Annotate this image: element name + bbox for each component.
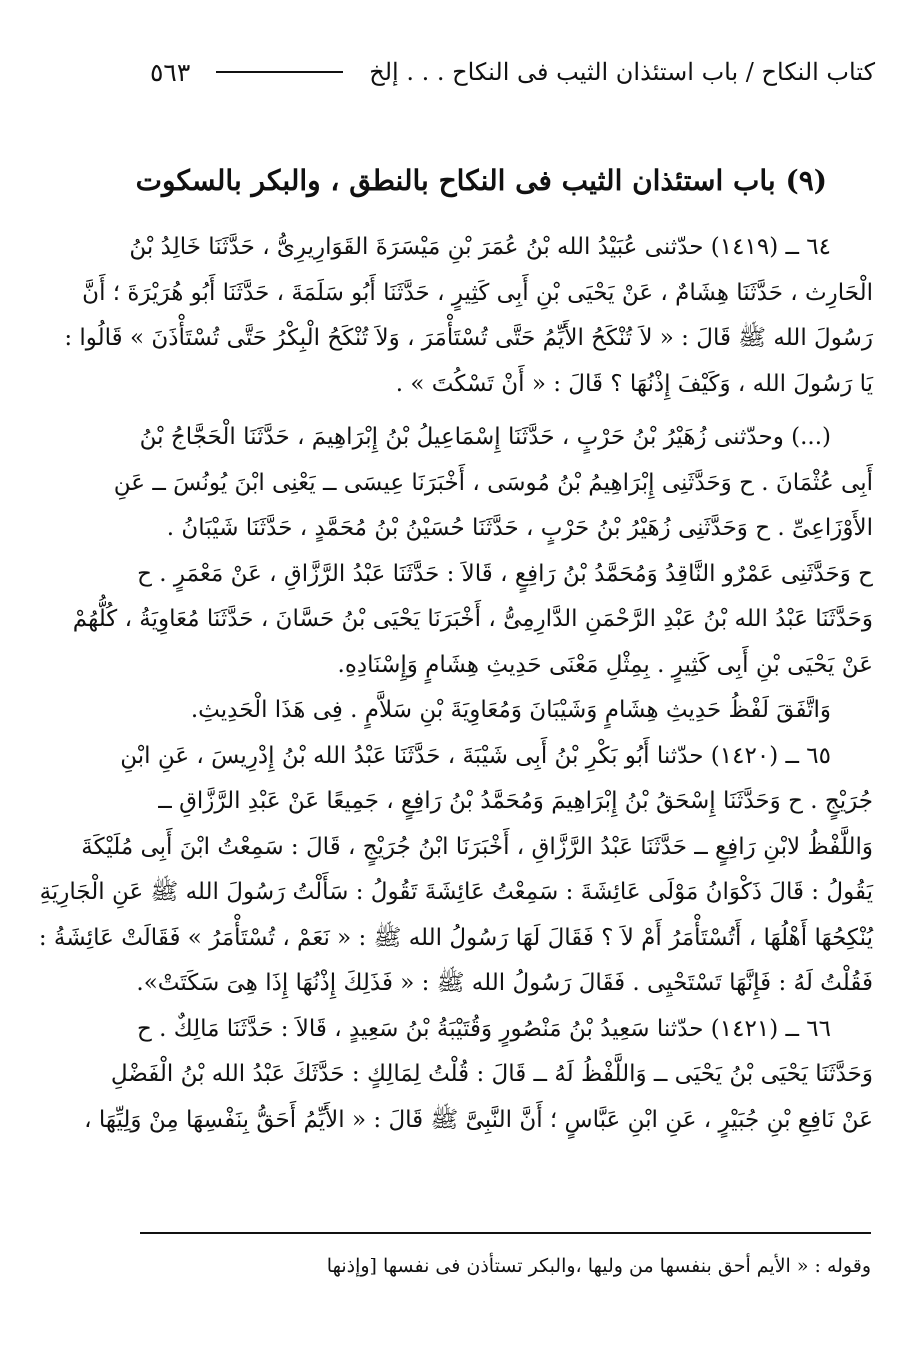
text-line: رَسُولَ الله ﷺ قَالَ : « لاَ تُنْكَحُ الأَيِّمُ حَتَّى تُسْتَأْمَرَ ، وَلاَ تُنْكَحُ الْبِكْرُ حَتَّى تُسْتَأْذَنَ » قَالُوا : [64,325,873,351]
text-line: ٦٥ ــ (١٤٢٠) حدّثنا أَبُو بَكْرِ بْنُ أَبِى شَيْبَةَ ، حَدَّثَنَا عَبْدُ الله بْنُ إِدْرِيسَ ، عَنِ ابْنِ [120,742,831,769]
hadith-paragraph [84,1007,873,1144]
text-line: أَبِى عُثْمَانَ . ح وَحَدَّثَنِى إِبْرَاهِيمُ بْنُ مُوسَى ، أَخْبَرَنَا عِيسَى ــ يَعْنِى ابْنَ يُونُسَ ــ عَنِ [113,469,873,496]
hadith-paragraph [138,688,873,734]
page-number: ٥٦٣ [150,57,191,87]
footnote-divider [140,1232,871,1234]
hadith-paragraph [64,225,873,407]
text-line: وَاللَّفْظُ لابْنِ رَافِعٍ ــ حَدَّثَنَا عَبْدُ الرَّزَّاقِ ، أَخْبَرَنَا ابْنُ جُرَيْجٍ ، قَالَ : سَمِعْتُ ابْنَ أَبِى مُلَيْكَةَ [81,833,873,860]
text-line: جُرَيْجٍ . ح وَحَدَّثَنَا إِسْحَقُ بْنُ إِبْرَاهِيمَ وَمُحَمَّدُ بْنُ رَافِعٍ ، جَمِيعًا عَنْ عَبْدِ الرَّزَّاقِ ــ [158,788,873,814]
chapter-title-line-1: (٩) باب استئذان الثيب فى النكاح بالنطق ، والبكر بالسكوت [135,164,827,197]
running-header [150,52,875,92]
text-line: ٦٤ ــ (١٤١٩) حدّثنى عُبَيْدُ الله بْنُ عُمَرَ بْنِ مَيْسَرَةَ القَوَارِيرِىُّ ، حَدَّثَنَا خَالِدُ بْنُ [129,234,831,260]
hadith-text [38,225,873,1143]
text-line: ح وَحَدَّثَنِى عَمْرٌو النَّاقِدُ وَمُحَمَّدُ بْنُ رَافِعٍ ، قَالاَ : حَدَّثَنَا عَبْدُ الرَّزَّاقِ ، عَنْ مَعْمَرٍ . ح [137,560,873,587]
text-line: وَحَدَّثَنَا يَحْيَى بْنُ يَحْيَى ــ وَاللَّفْظُ لَهُ ــ قَالَ : قُلْتُ لِمَالِكٍ : حَدَّثَكَ عَبْدُ الله بْنُ الْفَضْلِ [110,1061,873,1087]
text-line: عَنْ نَافِعِ بْنِ جُبَيْرٍ ، عَنِ ابْنِ عَبَّاسٍ ؛ أَنَّ النَّبِىَّ ﷺ قَالَ : « الأَيِّمُ أَحَقُّ بِنَفْسِهَا مِنْ وَلِيِّهَا ، [84,1106,873,1133]
text-line: يَا رَسُولَ الله ، وَكَيْفَ إِذْنُهَا ؟ قَالَ : « أَنْ تَسْكُتَ » . [395,370,873,397]
text-line: ٦٦ ــ (١٤٢١) حدّثنا سَعِيدُ بْنُ مَنْصُورٍ وَقُتَيْبَةُ بْنُ سَعِيدٍ ، قَالاَ : حَدَّثَنَا مَالِكٌ . ح [136,1015,831,1042]
text-line: عَنْ يَحْيَى بْنِ أَبِى كَثِيرٍ . بِمِثْلِ مَعْنَى حَدِيثِ هِشَامٍ وَإِسْنَادِهِ. [337,651,873,678]
text-line: يُنْكِحُهَا أَهْلُهَا ، أَتُسْتَأْمَرُ أَمْ لاَ ؟ فَقَالَ لَهَا رَسُولُ الله ﷺ : « نَعَمْ ، تُسْتَأْمَرُ » فَقَالَتْ عَائِشَةُ : [38,924,873,951]
chapter-title [90,162,827,200]
running-title: كتاب النكاح / باب استئذان الثيب فى النكاح . . . إلخ [369,58,875,86]
text-line: الأَوْزَاعِىِّ . ح وَحَدَّثَنِى زُهَيْرُ بْنُ حَرْبٍ ، حَدَّثَنَا حُسَيْنُ بْنُ مُحَمَّدٍ ، حَدَّثَنَا شَيْبَانُ . [166,515,873,541]
text-line: وَحَدَّثَنَا عَبْدُ الله بْنُ عَبْدِ الرَّحْمَنِ الدَّارِمِىُّ ، أَخْبَرَنَا يَحْيَى بْنُ حَسَّانَ ، حَدَّثَنَا مُعَاوِيَةُ ، كُلُّهُمْ [72,606,873,632]
header-rule [216,71,343,73]
hadith-paragraph [38,734,873,1007]
text-line: فَقُلْتُ لَهُ : فَإِنَّهَا تَسْتَحْيِى . فَقَالَ رَسُولُ الله ﷺ : « فَذَلِكَ إِذْنُهَا إِذَا هِىَ سَكَتَتْ». [136,970,873,996]
text-line: الْحَارِث ، حَدَّثَنَا هِشَامٌ ، عَنْ يَحْيَى بْنِ أَبِى كَثِيرٍ ، حَدَّثَنَا أَبُو سَلَمَةَ ، حَدَّثَنَا أَبُو هُرَيْرَةَ ؛ أَنَّ [82,279,873,306]
text-line: يَقُولُ : قَالَ ذَكْوَانُ مَوْلَى عَائِشَةَ : سَمِعْتُ عَائِشَةَ تَقُولُ : سَأَلْتُ رَسُولَ الله ﷺ عَنِ الْجَارِيَةِ [39,879,873,905]
footnote: وقوله : « الأيم أحق بنفسها من وليها ،والبكر تستأذن فى نفسها [وإذنها [326,1255,871,1277]
text-line: (...) وحدّثنى زُهَيْرُ بْنُ حَرْبٍ ، حَدَّثَنَا إِسْمَاعِيلُ بْنُ إِبْرَاهِيمَ ، حَدَّثَنَا الْحَجَّاجُ بْنُ [139,424,831,450]
text-line: وَاتَّفَقَ لَفْظُ حَدِيثِ هِشَامٍ وَشَيْبَانَ وَمُعَاوِيَةَ بْنِ سَلاَّمٍ . فِى هَذَا الْحَدِيثِ. [190,697,831,723]
hadith-paragraph [72,415,873,688]
